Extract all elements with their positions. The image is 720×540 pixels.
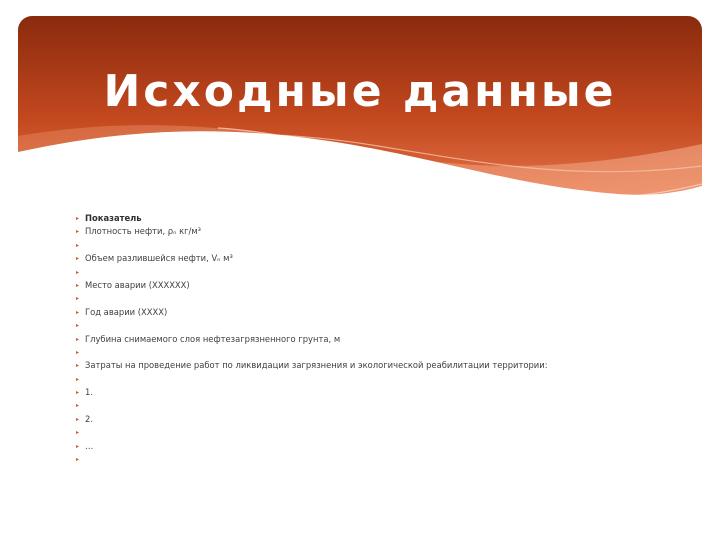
triangle-bullet-icon: ▸ bbox=[76, 442, 80, 450]
list-item bbox=[76, 212, 696, 225]
list-item-text: Объем разлившейся нефти, Vₙ м³ bbox=[85, 253, 233, 264]
list-item bbox=[76, 413, 696, 426]
triangle-bullet-icon: ▸ bbox=[76, 281, 80, 289]
triangle-bullet-icon: ▸ bbox=[76, 255, 80, 263]
triangle-bullet-icon: ▸ bbox=[76, 295, 80, 303]
list-item-text: … bbox=[85, 440, 94, 451]
list-item-text: Затраты на проведение работ по ликвидации загрязнения и экологической реабилитации территории: bbox=[85, 360, 548, 371]
list-item-text: Место аварии (ХХХХХХ) bbox=[85, 279, 190, 290]
triangle-bullet-icon: ▸ bbox=[76, 215, 80, 222]
list-item bbox=[76, 279, 696, 292]
list-item bbox=[76, 225, 696, 238]
list-item bbox=[76, 453, 696, 466]
list-item bbox=[76, 440, 696, 453]
list-item bbox=[76, 292, 696, 305]
triangle-bullet-icon: ▸ bbox=[76, 389, 80, 397]
list-item bbox=[76, 319, 696, 332]
list-item-text: Плотность нефти, ρₙ кг/м³ bbox=[85, 226, 202, 237]
triangle-bullet-icon: ▸ bbox=[76, 375, 80, 383]
list-item bbox=[76, 306, 696, 319]
list-item bbox=[76, 426, 696, 439]
list-item bbox=[76, 386, 696, 399]
title-banner bbox=[18, 16, 702, 206]
triangle-bullet-icon: ▸ bbox=[76, 335, 80, 343]
triangle-bullet-icon: ▸ bbox=[76, 241, 80, 249]
list-item-text: 1. bbox=[85, 387, 93, 398]
triangle-bullet-icon: ▸ bbox=[76, 308, 80, 316]
triangle-bullet-icon: ▸ bbox=[76, 415, 80, 423]
triangle-bullet-icon: ▸ bbox=[76, 362, 80, 370]
list-item bbox=[76, 359, 696, 372]
list-item bbox=[76, 252, 696, 265]
bullet-list bbox=[76, 212, 696, 466]
list-item bbox=[76, 346, 696, 359]
list-item bbox=[76, 333, 696, 346]
list-item bbox=[76, 239, 696, 252]
slide-title: Исходные данные bbox=[103, 66, 617, 117]
triangle-bullet-icon: ▸ bbox=[76, 402, 80, 410]
triangle-bullet-icon: ▸ bbox=[76, 456, 80, 464]
list-item bbox=[76, 373, 696, 386]
list-item-text: Показатель bbox=[85, 213, 142, 223]
list-item-text: 2. bbox=[85, 413, 93, 424]
triangle-bullet-icon: ▸ bbox=[76, 348, 80, 356]
triangle-bullet-icon: ▸ bbox=[76, 429, 80, 437]
triangle-bullet-icon: ▸ bbox=[76, 228, 80, 236]
list-item bbox=[76, 399, 696, 412]
triangle-bullet-icon: ▸ bbox=[76, 322, 80, 330]
triangle-bullet-icon: ▸ bbox=[76, 268, 80, 276]
list-item-text: Глубина снимаемого слоя нефтезагрязненного грунта, м bbox=[85, 333, 341, 344]
list-item bbox=[76, 266, 696, 279]
list-item-text: Год аварии (ХХХХ) bbox=[85, 306, 168, 317]
